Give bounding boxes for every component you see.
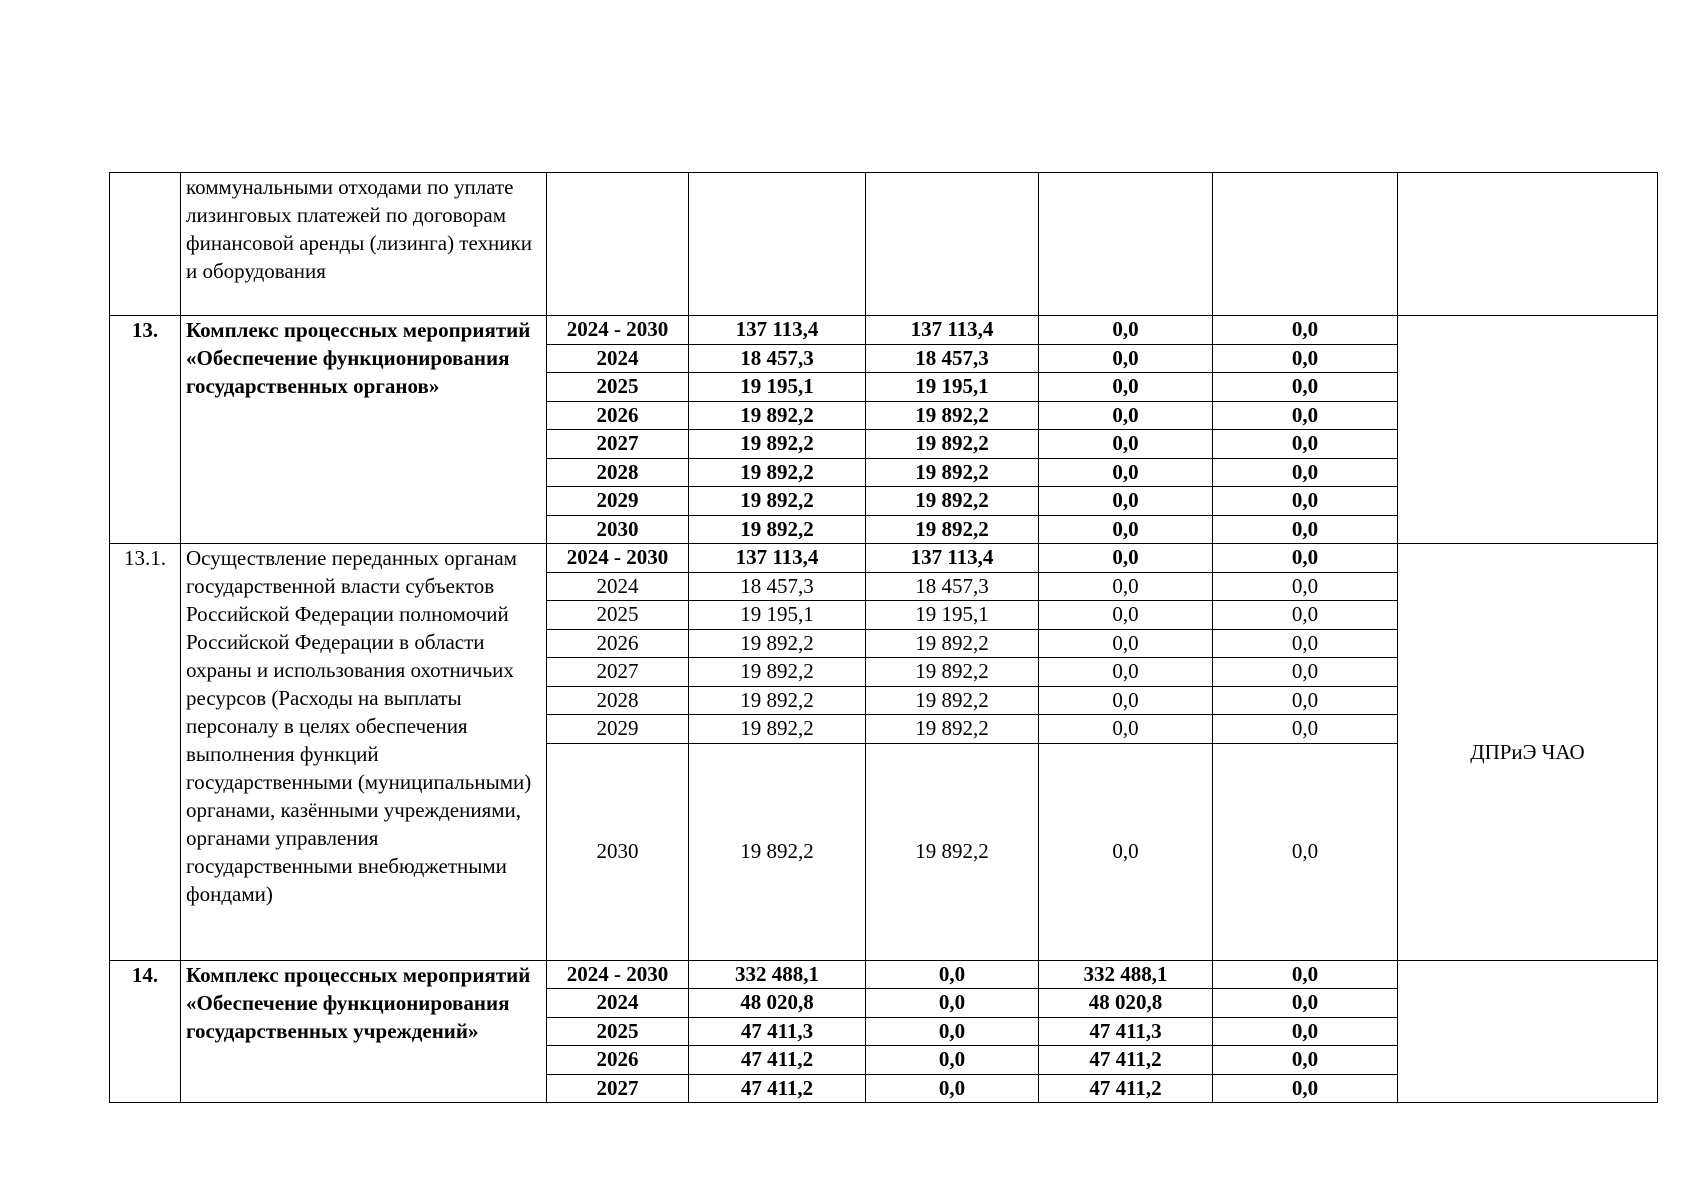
col2-cell: 0,0 — [866, 1074, 1039, 1103]
total-cell: 19 892,2 — [689, 430, 866, 459]
total-cell: 18 457,3 — [689, 344, 866, 373]
total-cell: 19 892,2 — [689, 487, 866, 516]
col3-cell: 47 411,2 — [1039, 1046, 1213, 1075]
col3-cell: 0,0 — [1039, 629, 1213, 658]
row-number: 14. — [110, 960, 181, 1103]
col2-cell: 0,0 — [866, 960, 1039, 989]
col3-cell: 0,0 — [1039, 515, 1213, 544]
col4-cell: 0,0 — [1213, 743, 1398, 960]
col4-cell: 0,0 — [1213, 658, 1398, 687]
col3-cell: 332 488,1 — [1039, 960, 1213, 989]
col3-cell: 0,0 — [1039, 344, 1213, 373]
total-cell: 47 411,2 — [689, 1074, 866, 1103]
total-cell: 47 411,2 — [689, 1046, 866, 1075]
col2-cell: 19 892,2 — [866, 458, 1039, 487]
period-cell: 2026 — [547, 401, 689, 430]
col2-cell: 19 892,2 — [866, 515, 1039, 544]
col3-cell: 0,0 — [1039, 601, 1213, 630]
col2-cell: 19 892,2 — [866, 658, 1039, 687]
period-cell: 2029 — [547, 715, 689, 744]
row-title: Комплекс процессных мероприятий «Обеспечение функционирования государственных учреждений» — [181, 960, 547, 1103]
col4-cell: 0,0 — [1213, 515, 1398, 544]
cell-col2 — [866, 173, 1039, 316]
col2-cell: 0,0 — [866, 1046, 1039, 1075]
col2-cell: 0,0 — [866, 1017, 1039, 1046]
total-cell: 19 892,2 — [689, 743, 866, 960]
total-cell: 19 892,2 — [689, 458, 866, 487]
col4-cell: 0,0 — [1213, 373, 1398, 402]
col3-cell: 0,0 — [1039, 316, 1213, 345]
col4-cell: 0,0 — [1213, 1017, 1398, 1046]
total-cell: 137 113,4 — [689, 544, 866, 573]
col4-cell: 0,0 — [1213, 715, 1398, 744]
cell-responsible — [1398, 960, 1658, 1103]
cell-total — [689, 173, 866, 316]
period-cell: 2030 — [547, 515, 689, 544]
col3-cell: 0,0 — [1039, 572, 1213, 601]
col4-cell: 0,0 — [1213, 487, 1398, 516]
col4-cell: 0,0 — [1213, 1046, 1398, 1075]
col2-cell: 137 113,4 — [866, 316, 1039, 345]
col2-cell: 18 457,3 — [866, 572, 1039, 601]
col3-cell: 47 411,3 — [1039, 1017, 1213, 1046]
total-cell: 19 892,2 — [689, 515, 866, 544]
row-number: 13. — [110, 316, 181, 544]
col4-cell: 0,0 — [1213, 572, 1398, 601]
col4-cell: 0,0 — [1213, 686, 1398, 715]
col2-cell: 19 892,2 — [866, 686, 1039, 715]
col2-cell: 0,0 — [866, 989, 1039, 1018]
col2-cell: 19 892,2 — [866, 743, 1039, 960]
period-cell: 2026 — [547, 1046, 689, 1075]
col3-cell: 0,0 — [1039, 487, 1213, 516]
col4-cell: 0,0 — [1213, 601, 1398, 630]
period-cell: 2030 — [547, 743, 689, 960]
period-cell: 2027 — [547, 1074, 689, 1103]
col2-cell: 19 892,2 — [866, 401, 1039, 430]
col2-cell: 19 195,1 — [866, 601, 1039, 630]
period-cell: 2024 — [547, 344, 689, 373]
col3-cell: 47 411,2 — [1039, 1074, 1213, 1103]
col3-cell: 0,0 — [1039, 401, 1213, 430]
col2-cell: 19 892,2 — [866, 715, 1039, 744]
row-title: Комплекс процессных мероприятий «Обеспечение функционирования государственных органов» — [181, 316, 547, 544]
total-cell: 19 892,2 — [689, 401, 866, 430]
total-cell: 19 892,2 — [689, 658, 866, 687]
col3-cell: 0,0 — [1039, 373, 1213, 402]
col2-cell: 18 457,3 — [866, 344, 1039, 373]
table-row-continuation — [110, 173, 1658, 316]
col3-cell: 0,0 — [1039, 458, 1213, 487]
row-title: Осуществление переданных органам государственной власти субъектов Российской Федерации полномочий Российской Федерации в области охраны и использования охотничьих ресурсов (Расходы на выплаты персоналу в целях обеспечения выполнения функций государственными (муниципальными) органами, казёнными учреждениями, органами управления государственными внебюджетными фондами) — [181, 544, 547, 961]
total-cell: 19 892,2 — [689, 629, 866, 658]
col3-cell: 48 020,8 — [1039, 989, 1213, 1018]
cell-responsible — [1398, 316, 1658, 544]
total-cell: 19 892,2 — [689, 686, 866, 715]
cell-responsible — [1398, 173, 1658, 316]
col4-cell: 0,0 — [1213, 960, 1398, 989]
total-cell: 18 457,3 — [689, 572, 866, 601]
col3-cell: 0,0 — [1039, 430, 1213, 459]
col3-cell: 0,0 — [1039, 544, 1213, 573]
col2-cell: 19 892,2 — [866, 487, 1039, 516]
table-row — [110, 544, 1658, 573]
col4-cell: 0,0 — [1213, 430, 1398, 459]
total-cell: 48 020,8 — [689, 989, 866, 1018]
period-cell: 2024 - 2030 — [547, 316, 689, 345]
col4-cell: 0,0 — [1213, 316, 1398, 345]
total-cell: 47 411,3 — [689, 1017, 866, 1046]
col3-cell: 0,0 — [1039, 715, 1213, 744]
table-row — [110, 960, 1658, 989]
col4-cell: 0,0 — [1213, 344, 1398, 373]
cell-col3 — [1039, 173, 1213, 316]
period-cell: 2024 — [547, 572, 689, 601]
period-cell: 2027 — [547, 658, 689, 687]
cell-description: коммунальными отходами по уплате лизинговых платежей по договорам финансовой аренды (лизинга) техники и оборудования — [181, 173, 547, 316]
period-cell: 2027 — [547, 430, 689, 459]
total-cell: 19 892,2 — [689, 715, 866, 744]
period-cell: 2028 — [547, 458, 689, 487]
period-cell: 2024 — [547, 989, 689, 1018]
table-row — [110, 316, 1658, 345]
total-cell: 19 195,1 — [689, 373, 866, 402]
total-cell: 137 113,4 — [689, 316, 866, 345]
period-cell: 2024 - 2030 — [547, 544, 689, 573]
col4-cell: 0,0 — [1213, 544, 1398, 573]
period-cell: 2028 — [547, 686, 689, 715]
period-cell: 2025 — [547, 1017, 689, 1046]
col4-cell: 0,0 — [1213, 401, 1398, 430]
responsible-cell: ДПРиЭ ЧАО — [1398, 544, 1658, 961]
col3-cell: 0,0 — [1039, 658, 1213, 687]
col2-cell: 19 195,1 — [866, 373, 1039, 402]
total-cell: 332 488,1 — [689, 960, 866, 989]
col2-cell: 19 892,2 — [866, 629, 1039, 658]
period-cell: 2024 - 2030 — [547, 960, 689, 989]
col2-cell: 19 892,2 — [866, 430, 1039, 459]
col3-cell: 0,0 — [1039, 686, 1213, 715]
cell-col4 — [1213, 173, 1398, 316]
col4-cell: 0,0 — [1213, 989, 1398, 1018]
cell-period — [547, 173, 689, 316]
cell-num — [110, 173, 181, 316]
col4-cell: 0,0 — [1213, 458, 1398, 487]
total-cell: 19 195,1 — [689, 601, 866, 630]
row-number: 13.1. — [110, 544, 181, 961]
period-cell: 2026 — [547, 629, 689, 658]
period-cell: 2029 — [547, 487, 689, 516]
col4-cell: 0,0 — [1213, 1074, 1398, 1103]
col2-cell: 137 113,4 — [866, 544, 1039, 573]
period-cell: 2025 — [547, 601, 689, 630]
budget-table — [109, 172, 1658, 1103]
col4-cell: 0,0 — [1213, 629, 1398, 658]
period-cell: 2025 — [547, 373, 689, 402]
col3-cell: 0,0 — [1039, 743, 1213, 960]
